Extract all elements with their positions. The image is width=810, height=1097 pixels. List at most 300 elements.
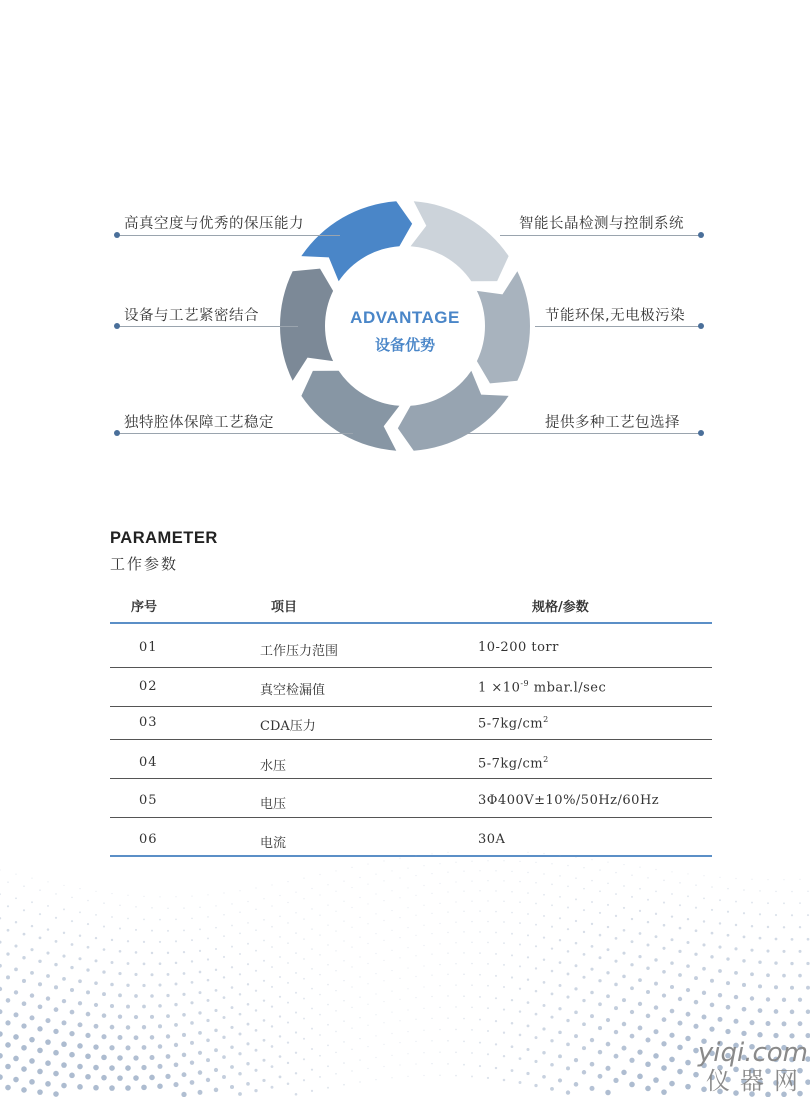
background-dot [598,979,601,982]
background-dot [606,971,609,974]
background-dot [255,909,256,910]
background-dot [287,1021,289,1023]
background-dot [439,985,440,986]
background-dot [519,1010,521,1012]
background-dot [86,968,89,971]
background-dot [351,867,352,868]
background-dot [614,1006,618,1010]
background-dot [798,1021,803,1026]
background-dot [335,930,336,931]
background-dot [303,958,305,960]
background-dot [614,983,618,987]
background-dot [575,857,576,858]
background-dot [767,926,769,928]
background-dot [231,946,233,948]
background-dot [127,918,129,920]
background-dot [45,1060,51,1066]
background-dot [343,1084,345,1086]
background-dot [118,993,122,997]
background-dot [69,1031,74,1036]
background-dot [391,870,392,871]
background-dot [351,1027,352,1028]
background-dot [53,1029,58,1034]
background-dot [661,1041,666,1046]
background-dot [7,905,9,907]
background-dot [383,1001,384,1002]
background-dot [703,897,705,899]
background-dot [101,1034,106,1039]
background-dot [447,932,448,933]
background-dot [598,1002,602,1006]
advantage-title-cn: 设备优势 [374,336,436,354]
background-dot [607,882,609,884]
background-dot [79,911,81,913]
background-dot [622,998,626,1002]
background-dot [63,908,65,910]
background-dot [799,950,802,953]
background-dot [775,891,777,893]
background-dot [367,1068,368,1069]
background-dot [174,1062,179,1067]
background-dot [375,913,376,914]
background-dot [271,986,273,988]
background-dot [127,895,128,896]
background-dot [311,908,312,909]
background-dot [343,940,344,941]
background-dot [133,1075,139,1081]
background-dot [598,1074,603,1079]
background-dot [766,949,769,952]
background-dot [111,961,114,964]
background-dot [255,887,256,888]
background-dot [231,925,233,927]
background-dot [742,959,745,962]
background-dot [791,914,793,916]
advantage-title-en: ADVANTAGE [350,308,460,327]
background-dot [511,871,512,872]
background-dot [5,1020,10,1025]
background-dot [479,910,480,911]
background-dot [407,1053,408,1054]
background-dot [407,887,408,888]
background-dot [21,1045,27,1051]
background-dot [439,923,440,924]
background-dot [239,912,240,913]
background-dot [654,982,658,986]
background-dot [511,1045,514,1048]
connector-dot [114,430,120,436]
background-dot [287,1082,290,1085]
background-dot [471,1006,473,1008]
background-dot [407,1076,408,1077]
background-dot [206,1058,210,1062]
background-dot [399,877,400,878]
background-dot [455,922,456,923]
background-dot [447,974,448,975]
background-dot [559,961,562,964]
background-dot [551,947,553,949]
row-spec: 30A [478,832,506,847]
background-dot [287,1002,289,1004]
background-dot [367,1046,368,1047]
background-dot [215,905,216,906]
background-dot [182,1033,186,1037]
background-dot [0,917,1,919]
background-dot [447,852,448,853]
background-dot [685,1084,691,1090]
background-dot [319,1076,321,1078]
background-dot [383,960,384,961]
background-dot [551,992,554,995]
background-dot [678,1021,683,1026]
background-dot [335,970,336,971]
background-dot [799,902,801,904]
background-dot [166,1034,170,1038]
background-dot [798,998,802,1002]
background-dot [574,987,577,990]
background-dot [766,1021,771,1026]
background-dot [335,1031,337,1033]
background-dot [791,938,794,941]
background-dot [295,1093,298,1096]
background-dot [535,903,537,905]
background-dot [319,1014,321,1016]
background-dot [558,1031,562,1035]
background-dot [431,853,432,854]
background-dot [351,907,352,908]
background-dot [150,1035,155,1040]
background-dot [271,926,273,928]
background-dot [599,956,602,959]
background-dot [663,880,664,881]
background-dot [191,895,192,896]
background-dot [110,1004,114,1008]
background-dot [173,1082,178,1087]
background-dot [455,1006,456,1007]
background-dot [669,1081,675,1087]
background-dot [126,1005,130,1009]
background-dot [335,990,336,991]
background-dot [623,929,626,932]
background-dot [415,1019,416,1020]
background-dot [23,933,26,936]
background-dot [199,950,201,952]
background-dot [535,924,537,926]
background-dot [359,877,360,878]
row-no: 02 [139,679,158,694]
background-dot [158,983,161,986]
background-dot [231,986,234,989]
background-dot [351,986,352,987]
background-dot [677,1045,683,1051]
background-dot [87,900,89,902]
background-dot [629,1058,634,1063]
background-dot [319,874,320,875]
background-dot [526,1072,529,1075]
background-dot [447,871,448,872]
background-dot [343,1041,345,1043]
background-dot [519,881,520,882]
background-dot [351,1049,352,1050]
background-dot [62,1020,67,1025]
background-dot [543,1004,546,1007]
background-dot [631,875,632,876]
background-dot [766,997,770,1001]
background-dot [535,967,537,969]
background-dot [239,1032,242,1035]
background-dot [79,888,80,889]
background-dot [582,1022,586,1026]
background-dot [5,1064,11,1070]
background-dot [167,930,169,932]
background-dot [303,918,304,919]
background-dot [758,960,761,963]
background-dot [615,893,617,895]
background-dot [279,1055,282,1058]
background-dot [503,986,505,988]
background-dot [766,973,770,977]
background-dot [575,942,578,945]
background-dot [526,1048,529,1051]
background-dot [503,900,505,902]
background-dot [22,956,25,959]
background-dot [327,1004,329,1006]
background-dot [542,1027,545,1030]
background-dot [175,982,178,985]
background-dot [327,924,328,925]
background-dot [783,926,785,928]
background-dot [575,898,577,900]
background-dot [695,929,698,932]
advantage-right-item: 节能环保,无电极污染 [545,308,686,324]
background-dot [78,957,81,960]
background-dot [734,971,738,975]
background-dot [303,1058,305,1060]
background-dot [463,1018,465,1020]
background-dot [159,941,161,943]
background-dot [54,985,58,989]
background-dot [558,1007,561,1010]
background-dot [327,984,329,986]
background-dot [567,973,570,976]
background-dot [39,913,41,915]
background-dot [407,868,408,869]
background-dot [93,1085,99,1091]
background-dot [303,1018,305,1020]
background-dot [279,956,281,958]
background-dot [735,878,736,879]
background-dot [53,1091,59,1097]
background-dot [511,954,513,956]
background-dot [630,1034,635,1039]
background-dot [607,861,608,862]
background-dot [69,1073,75,1079]
background-dot [215,948,217,950]
background-dot [327,1024,329,1026]
background-dot [271,946,273,948]
background-dot [790,962,793,965]
background-dot [726,981,730,985]
background-dot [463,911,464,912]
background-dot [263,980,265,982]
background-dot [391,1033,392,1034]
background-dot [727,888,729,890]
background-dot [559,917,561,919]
background-dot [591,880,593,882]
advantage-connector [535,326,700,327]
background-dot [693,1024,698,1029]
background-dot [181,1092,186,1097]
background-dot [134,973,137,976]
table-row [110,704,712,742]
background-dot [46,974,50,978]
background-dot [671,871,672,872]
background-dot [375,993,376,994]
background-dot [47,905,49,907]
background-dot [166,1014,170,1018]
background-dot [519,922,521,924]
background-dot [639,910,641,912]
background-dot [679,882,680,883]
background-dot [351,1070,352,1071]
background-dot [423,905,424,906]
background-dot [0,964,2,968]
background-dot [375,1079,376,1080]
background-dot [495,997,497,999]
background-dot [103,948,106,951]
background-dot [631,940,634,943]
background-dot [471,880,472,881]
background-dot [439,1029,440,1030]
background-dot [247,922,249,924]
background-dot [719,922,721,924]
background-dot [311,1069,313,1071]
background-dot [110,1025,115,1030]
background-dot [423,1075,424,1076]
background-dot [150,1015,154,1019]
background-dot [303,978,305,980]
connector-dot [698,430,704,436]
background-dot [399,1020,400,1021]
background-dot [61,1062,67,1068]
background-dot [415,976,416,977]
background-dot [439,863,440,864]
background-dot [238,1072,242,1076]
background-dot [741,1031,746,1036]
background-dot [206,1019,209,1022]
background-dot [15,897,17,899]
background-dot [31,901,33,903]
background-dot [143,963,146,966]
background-dot [431,1018,432,1019]
background-dot [279,1035,281,1037]
background-dot [718,946,721,949]
background-dot [111,939,113,941]
background-dot [311,948,313,950]
background-dot [134,1035,139,1040]
background-dot [799,926,801,928]
background-dot [543,981,546,984]
background-dot [62,955,65,958]
background-dot [503,1032,505,1034]
row-no: 03 [139,715,158,730]
background-dot [7,929,10,932]
row-no: 06 [139,832,158,847]
background-dot [391,950,392,951]
row-no: 05 [139,793,158,808]
background-dot [407,1009,408,1010]
background-dot [423,1052,424,1053]
background-dot [359,897,360,898]
background-dot [271,1006,273,1008]
background-dot [231,966,233,968]
background-dot [551,884,553,886]
background-dot [103,902,105,904]
background-dot [535,990,538,993]
background-dot [319,894,320,895]
background-dot [455,1075,457,1077]
background-dot [214,1009,217,1012]
parameter-title-cn: 工作参数 [110,555,179,573]
background-dot [391,970,392,971]
background-dot [142,1005,146,1009]
row-item: 工作压力范围 [260,644,339,659]
background-dot [151,952,153,954]
background-dot [335,870,336,871]
background-dot [118,972,121,975]
background-dot [463,995,465,997]
background-dot [767,902,769,904]
background-dot [303,1038,305,1040]
background-dot [263,999,265,1001]
background-dot [582,999,585,1002]
background-dot [119,927,121,929]
background-dot [637,1049,642,1054]
background-dot [295,1052,297,1054]
background-dot [159,896,160,897]
background-dot [479,974,481,976]
background-dot [703,920,705,922]
background-dot [383,980,384,981]
background-dot [207,999,210,1002]
background-dot [399,957,400,958]
background-dot [295,992,297,994]
row-divider [110,817,712,818]
background-dot [215,969,217,971]
background-dot [311,928,312,929]
background-dot [415,1041,416,1042]
background-dot [69,1052,75,1058]
background-dot [149,1055,154,1060]
background-dot [279,1015,281,1017]
cycle-segment-right [477,271,530,383]
spec-exponent: 2 [543,715,549,724]
background-dot [750,972,754,976]
background-dot [61,1041,67,1047]
background-dot [135,929,137,931]
background-dot [487,985,489,987]
background-dot [535,945,537,947]
background-dot [47,881,48,882]
background-dot [487,860,488,861]
background-dot [165,1074,170,1079]
background-dot [311,1028,313,1030]
background-dot [605,1066,610,1071]
background-dot [198,1090,203,1095]
background-dot [621,1070,626,1075]
background-dot [551,904,553,906]
background-dot [158,1024,162,1028]
